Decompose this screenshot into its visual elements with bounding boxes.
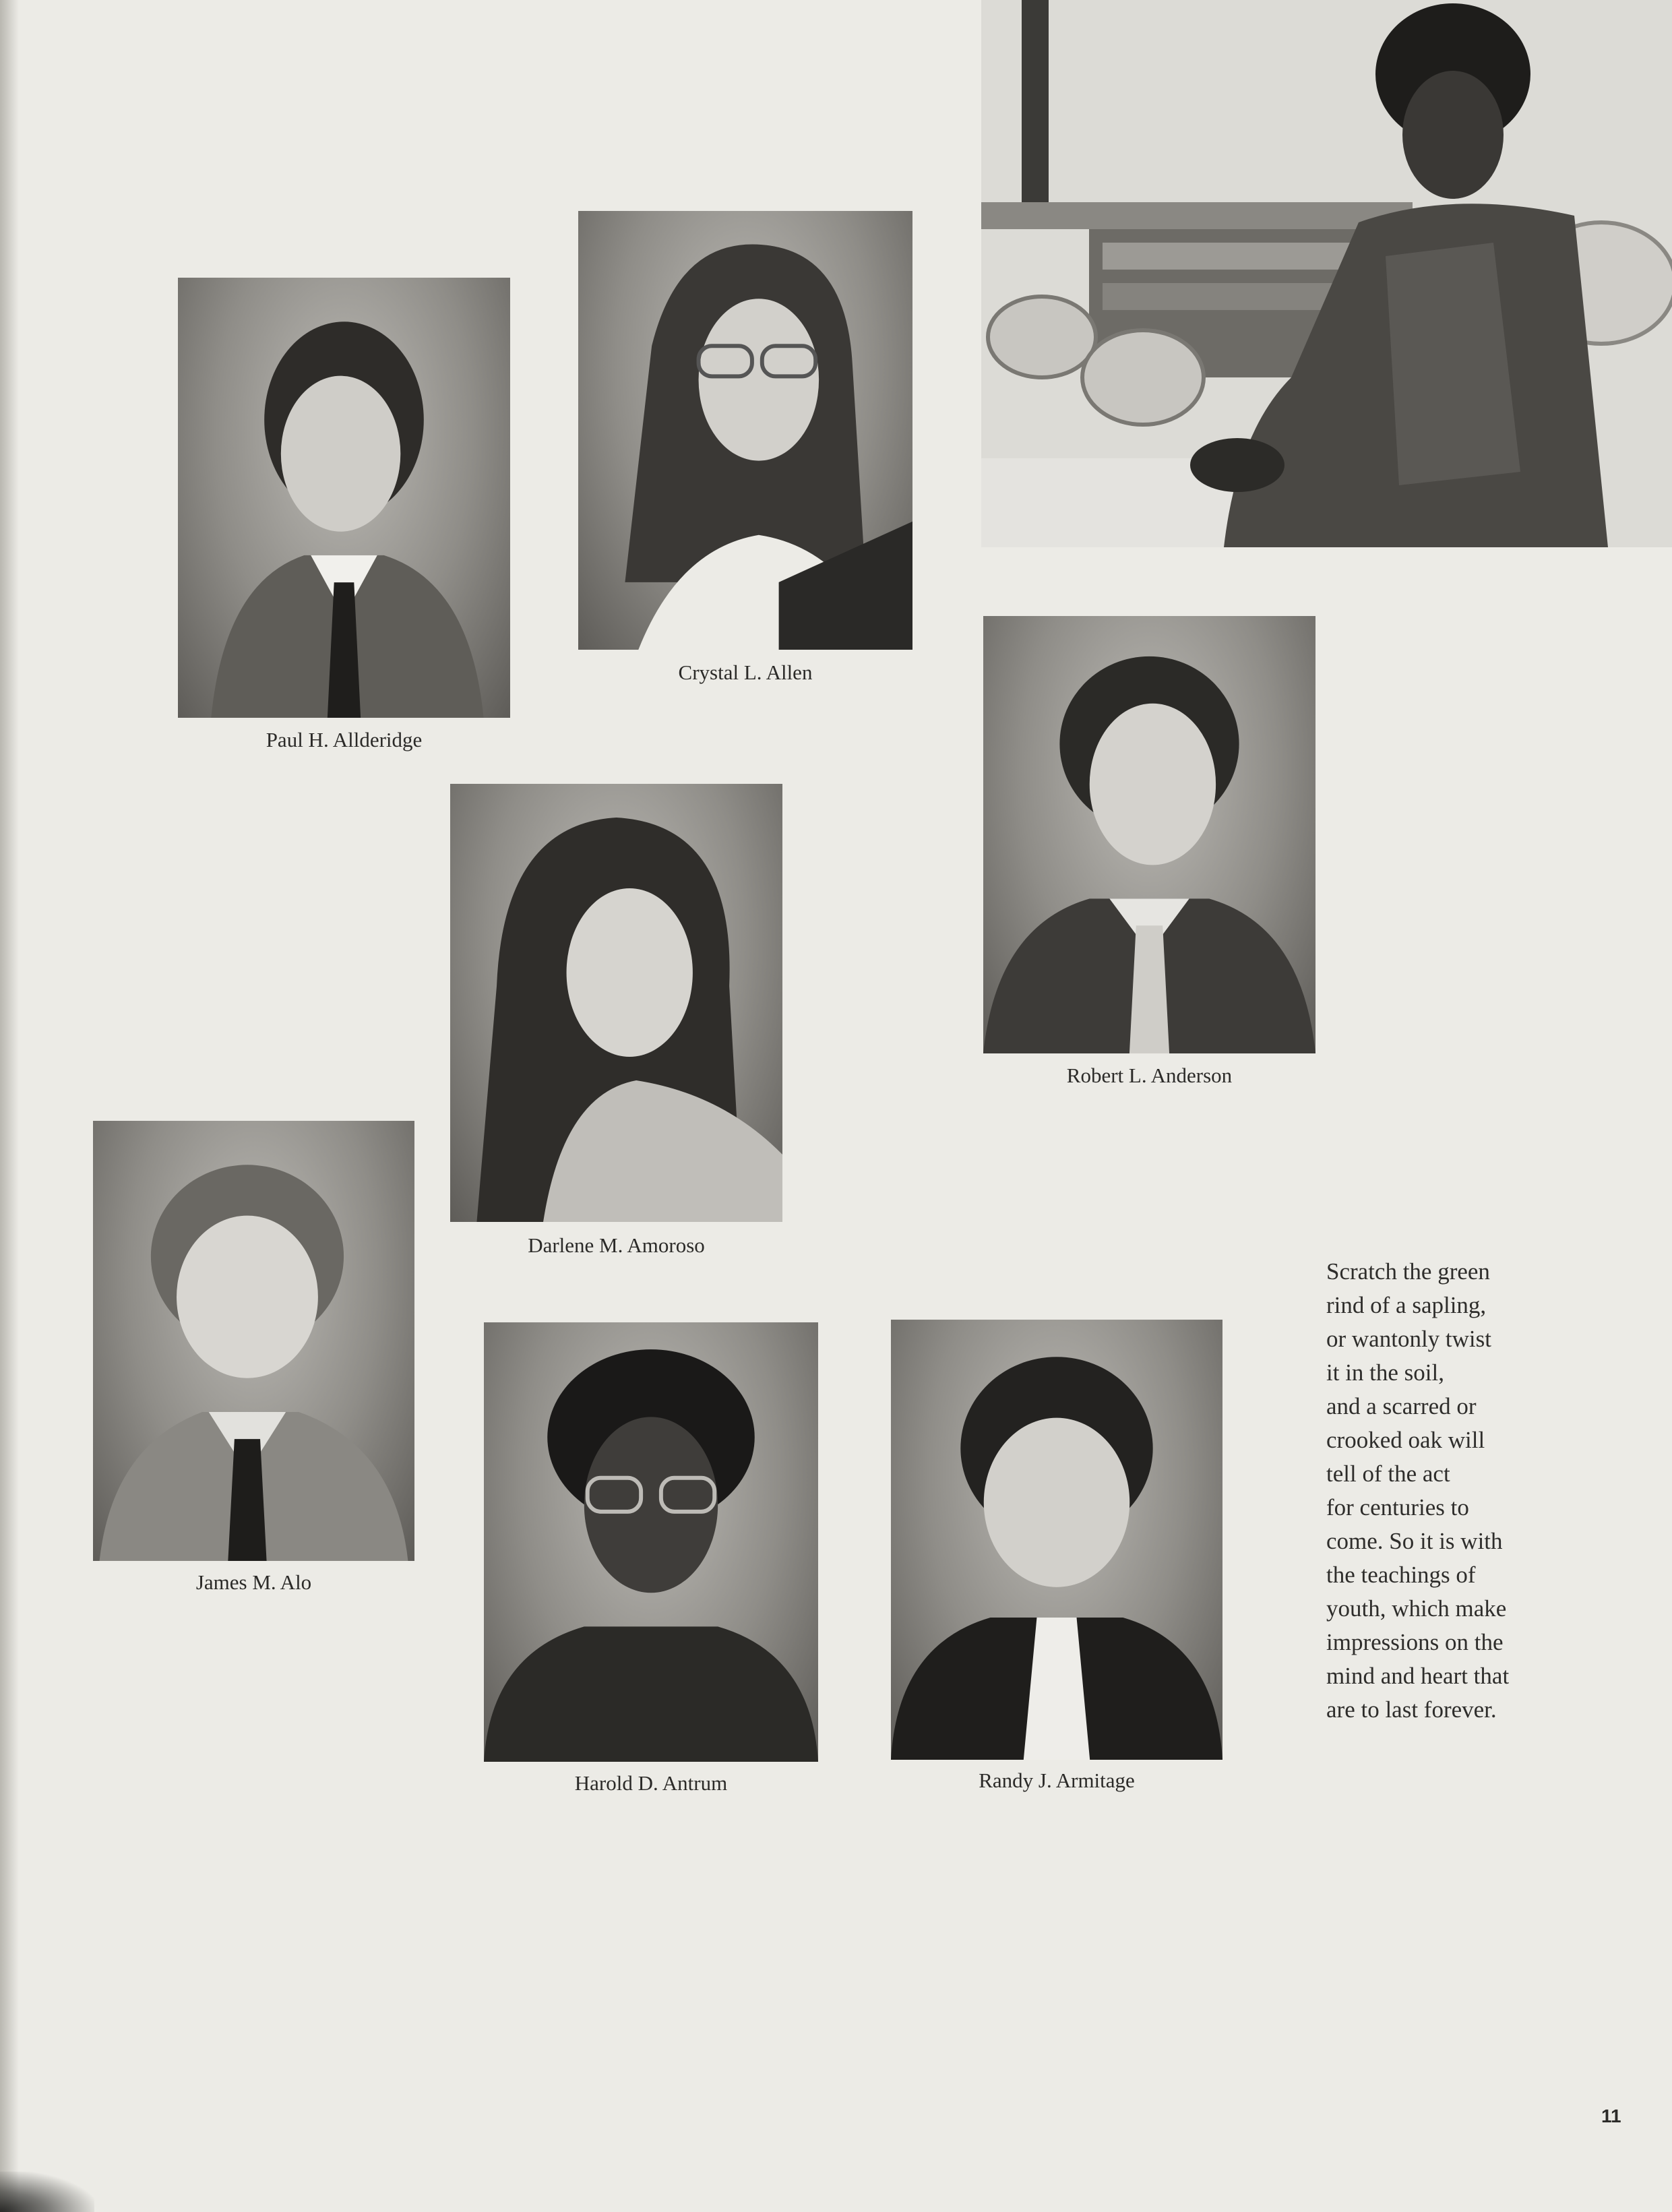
portrait-caption: Randy J. Armitage bbox=[979, 1769, 1135, 1792]
verse-line: mind and heart that bbox=[1326, 1663, 1510, 1689]
verse-line: are to last forever. bbox=[1326, 1696, 1497, 1723]
verse-line: youth, which make bbox=[1326, 1595, 1507, 1622]
verse-line: for centuries to bbox=[1326, 1494, 1469, 1520]
portrait-caption: Crystal L. Allen bbox=[678, 660, 813, 684]
portrait-photo-darlene-amoroso bbox=[450, 784, 782, 1222]
verse-line: Scratch the green bbox=[1326, 1258, 1490, 1285]
portrait-caption: Harold D. Antrum bbox=[574, 1771, 728, 1795]
verse-line: come. So it is with bbox=[1326, 1528, 1503, 1554]
verse-line: crooked oak will bbox=[1326, 1427, 1485, 1453]
portrait-photo-crystal-allen bbox=[578, 211, 912, 650]
portrait-caption: James M. Alo bbox=[195, 1570, 312, 1594]
portrait-caption: Robert L. Anderson bbox=[1066, 1064, 1233, 1087]
verse-line: rind of a sapling, bbox=[1326, 1292, 1487, 1318]
portrait-photo-robert-anderson bbox=[983, 616, 1315, 1053]
verse-text bbox=[1326, 1255, 1609, 1727]
page-binding-shadow bbox=[0, 0, 19, 2212]
verse-line: and a scarred or bbox=[1326, 1393, 1477, 1419]
page-number: 11 bbox=[1601, 2106, 1621, 2126]
candid-classroom-photo bbox=[981, 0, 1672, 547]
verse-line: tell of the act bbox=[1326, 1461, 1450, 1487]
portrait-photo-harold-antrum bbox=[484, 1322, 818, 1762]
verse-line: it in the soil, bbox=[1326, 1359, 1444, 1386]
page-corner-shadow bbox=[0, 2172, 94, 2212]
verse-line: or wantonly twist bbox=[1326, 1326, 1491, 1352]
portrait-photo-randy-armitage bbox=[891, 1320, 1222, 1760]
verse-line: the teachings of bbox=[1326, 1562, 1476, 1588]
portrait-photo-paul-allderidge bbox=[178, 278, 510, 718]
verse-line: impressions on the bbox=[1326, 1629, 1504, 1655]
portrait-caption: Paul H. Allderidge bbox=[266, 728, 423, 751]
portrait-caption: Darlene M. Amoroso bbox=[528, 1233, 705, 1257]
portrait-photo-james-alo bbox=[93, 1121, 414, 1561]
